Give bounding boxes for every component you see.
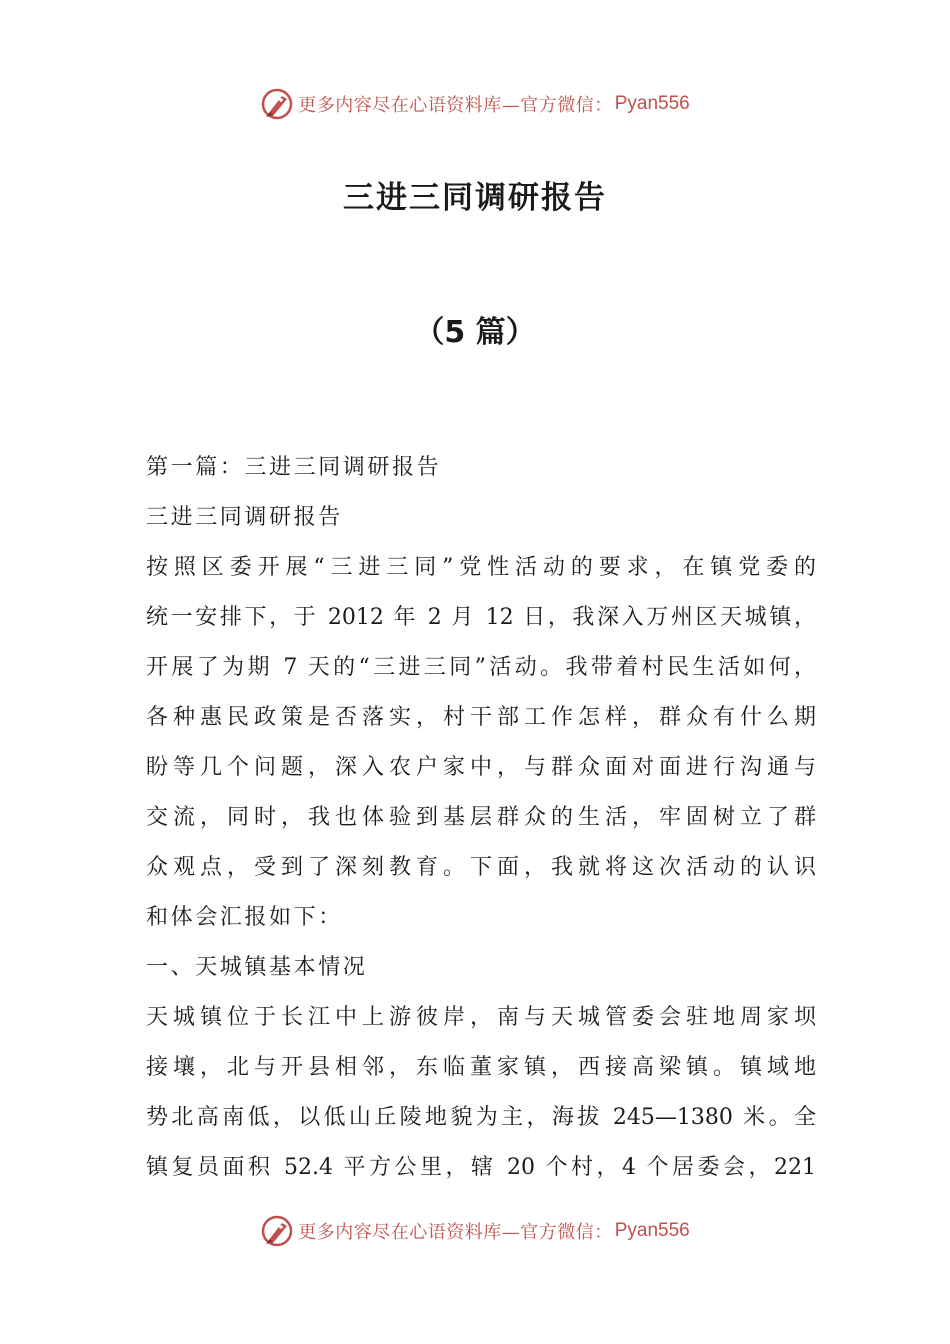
watermark-wechat-id: Pyan556 <box>614 1220 690 1241</box>
watermark-text: 更多内容尽在心语资料库—官方微信： <box>298 1222 613 1243</box>
paragraph-line: 势北高南低，以低山丘陵地貌为主，海拔 245—1380 米。全 <box>146 1105 816 1130</box>
paragraph-line: 各种惠民政策是否落实，村干部工作怎样，群众有什么期 <box>146 705 816 730</box>
paragraph-line: 按照区委开展“三进三同”党性活动的要求，在镇党委的 <box>146 555 816 580</box>
paragraph-line: 盼等几个问题，深入农户家中，与群众面对面进行沟通与 <box>146 755 816 780</box>
paragraph-line: 统一安排下，于 2012 年 2 月 12 日，我深入万州区天城镇， <box>146 605 816 630</box>
header-watermark <box>0 82 950 126</box>
section-heading: 第一篇：三进三同调研报告 <box>146 455 442 480</box>
paragraph-line: 众观点，受到了深刻教育。下面，我就将这次活动的认识 <box>146 855 816 880</box>
pen-nib-logo-icon <box>260 1214 294 1248</box>
paragraph-line: 镇复员面积 52.4 平方公里，辖 20 个村，4 个居委会，221 <box>146 1155 816 1180</box>
document-body <box>146 443 816 1193</box>
article-title: 三进三同调研报告 <box>146 505 343 530</box>
paragraph-line: 交流，同时，我也体验到基层群众的生活，牢固树立了群 <box>146 805 816 830</box>
watermark-wechat-id: Pyan556 <box>614 93 690 114</box>
paragraph-line: 天城镇位于长江中上游彼岸，南与天城管委会驻地周家坝 <box>146 1005 816 1030</box>
pen-nib-logo-icon <box>260 87 294 121</box>
paragraph-line: 接壤，北与开县相邻，东临董家镇，西接高梁镇。镇域地 <box>146 1055 816 1080</box>
subsection-heading: 一、天城镇基本情况 <box>146 955 368 980</box>
document-title: 三进三同调研报告 <box>343 180 607 216</box>
watermark-text: 更多内容尽在心语资料库—官方微信： <box>298 95 613 116</box>
document-subtitle: （5 篇） <box>414 315 536 350</box>
footer-watermark <box>0 1209 950 1253</box>
paragraph-line: 和体会汇报如下： <box>146 905 343 930</box>
paragraph-line: 开展了为期 7 天的“三进三同”活动。我带着村民生活如何， <box>146 655 816 680</box>
